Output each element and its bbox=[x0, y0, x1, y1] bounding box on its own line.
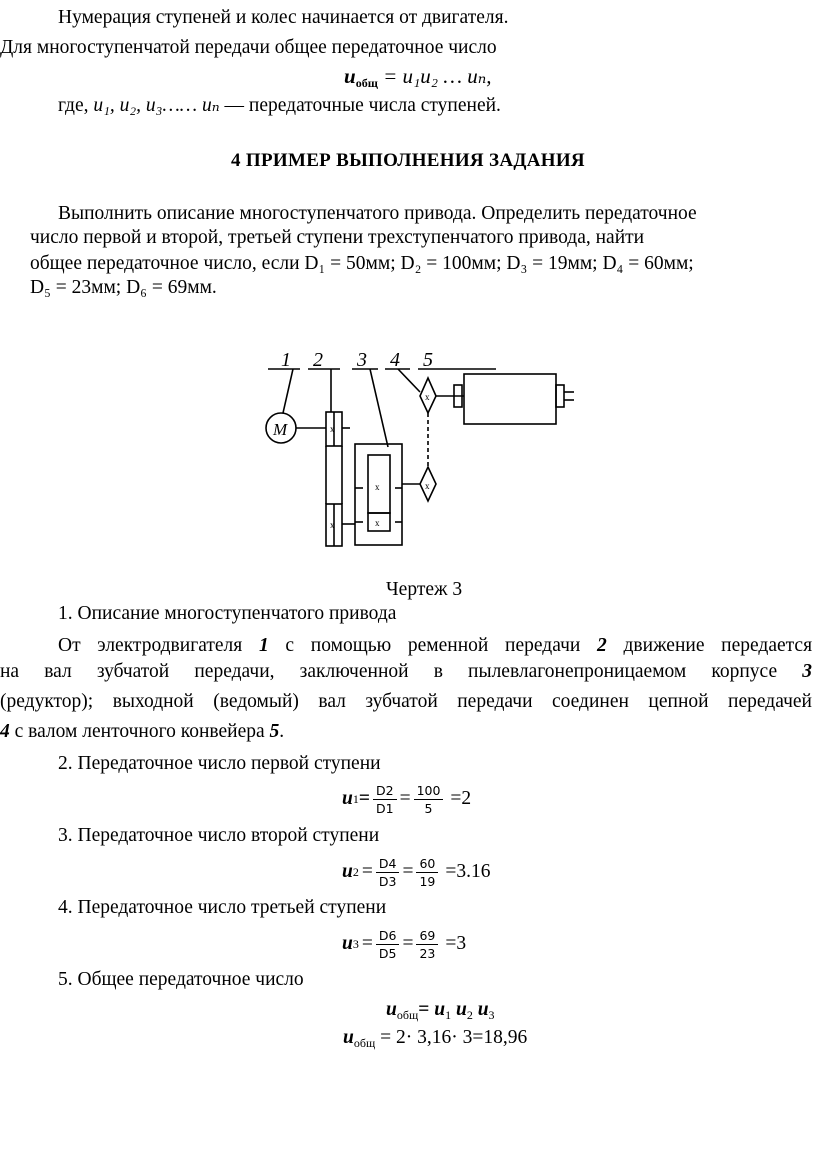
u1-frac-1 bbox=[373, 782, 397, 817]
intro-line-1: Нумерация ступеней и колес начинается от двигателя. bbox=[58, 7, 509, 28]
u2-frac-2 bbox=[416, 855, 438, 890]
u3-eq1: = bbox=[361, 933, 373, 954]
u1-num1: D2 bbox=[373, 782, 397, 800]
u2-frac-1 bbox=[376, 855, 400, 890]
total2-value: = 2· 3,16· 3=18,96 bbox=[375, 1027, 528, 1048]
para-1-line-4: 4 с валом ленточного конвейера 5. bbox=[0, 721, 285, 742]
para-1-num-2: 2 bbox=[597, 635, 607, 656]
figure-caption: Чертеж 3 bbox=[386, 579, 463, 600]
u1-den2: 5 bbox=[424, 800, 433, 816]
u3-var: u bbox=[342, 933, 353, 954]
intro-where-line bbox=[58, 94, 501, 118]
para-1-num-4: 4 bbox=[0, 721, 10, 742]
where-prefix: где, bbox=[58, 95, 89, 116]
formula-u2: u 2 = $\frac{D4}{D3}$ = $\frac{60}{19}$ =3.16 bbox=[342, 855, 491, 889]
u1-eq2: = bbox=[399, 788, 411, 809]
u2-var: u bbox=[342, 861, 353, 882]
svg-text:x: x bbox=[425, 481, 430, 491]
task-line-1: Выполнить описание многоступенчатого привода. Определить передаточное bbox=[58, 203, 697, 224]
total2-sub: общ bbox=[353, 1036, 376, 1050]
item-5-heading: 5. Общее передаточное число bbox=[58, 969, 304, 990]
u2-den2: 19 bbox=[419, 873, 436, 889]
intro-line-2: Для многоступенчатой передачи общее передаточное число bbox=[0, 37, 497, 58]
para-1-text-e: с валом ленточного конвейера bbox=[14, 721, 265, 742]
total-s1: 1 bbox=[445, 1008, 452, 1022]
formula-total-numeric bbox=[343, 1026, 527, 1050]
total-sub: общ bbox=[396, 1008, 419, 1022]
u2-eq1: = bbox=[361, 861, 373, 882]
para-1-num-3: 3 bbox=[802, 661, 812, 682]
item-1-heading: 1. Описание многоступенчатого привода bbox=[58, 603, 397, 624]
para-1-line-2 bbox=[0, 660, 812, 684]
total-s3: 3 bbox=[488, 1008, 495, 1022]
svg-text:x: x bbox=[425, 392, 430, 402]
total2-var: u bbox=[343, 1027, 354, 1048]
general-formula bbox=[344, 64, 492, 88]
u2-den1: D3 bbox=[378, 873, 397, 889]
total-u3: u bbox=[477, 999, 489, 1020]
diagram-label-5: 5 bbox=[423, 349, 433, 371]
general-formula-var: u bbox=[344, 64, 356, 88]
para-1-line-3: (редуктор); выходной (ведомый) вал зубчатой передачи соединен цепной передачей bbox=[0, 691, 812, 712]
diagram-label-4: 4 bbox=[390, 349, 400, 371]
formula-u3: u 3 = $\frac{D6}{D5}$ = $\frac{69}{23}$ =3 bbox=[342, 927, 467, 961]
u2-num1: D4 bbox=[376, 855, 400, 873]
u1-result: =2 bbox=[450, 788, 472, 809]
general-formula-sub: общ bbox=[355, 76, 378, 90]
general-formula-rhs: = u₁u₂ … uₙ, bbox=[383, 64, 492, 88]
para-1-text-d: на вал зубчатой передачи, заключенной в пылевлагонепроницаемом корпусе bbox=[0, 661, 778, 682]
para-1-text-b: с помощью ременной передачи bbox=[285, 635, 581, 656]
diagram-label-1: 1 bbox=[281, 349, 291, 371]
diagram-label-2: 2 bbox=[313, 349, 323, 371]
task-line-2: число первой и второй, третьей ступени трехступенчатого привода, найти bbox=[30, 227, 645, 248]
formula-total-symbolic bbox=[386, 998, 495, 1022]
para-1-text-c: движение передается bbox=[623, 635, 813, 656]
para-1-num-1: 1 bbox=[258, 635, 269, 656]
total-u1: u bbox=[434, 999, 446, 1020]
total-s2: 2 bbox=[466, 1008, 473, 1022]
u3-num1: D6 bbox=[376, 927, 400, 945]
u3-frac-2 bbox=[416, 927, 438, 962]
svg-text:x: x bbox=[375, 518, 380, 528]
u2-eq2: = bbox=[402, 861, 414, 882]
u2-num2: 60 bbox=[416, 855, 438, 873]
svg-text:x: x bbox=[375, 482, 380, 492]
para-1-text-a: От электродвигателя bbox=[58, 635, 243, 656]
u3-den1: D5 bbox=[378, 945, 397, 961]
u3-frac-1 bbox=[376, 927, 400, 962]
u1-frac-2 bbox=[414, 782, 444, 817]
u1-num2: 100 bbox=[414, 782, 444, 800]
u1-den1: D1 bbox=[375, 800, 394, 816]
task-line-3: общее передаточное число, если D₁ = 50мм; D₂ = 100мм; D₃ = 19мм; D₄ = 60мм; bbox=[30, 253, 694, 274]
u1-eq1: = bbox=[358, 788, 370, 809]
u3-num2: 69 bbox=[416, 927, 438, 945]
para-1-num-5: 5 bbox=[269, 721, 280, 742]
u1-var: u bbox=[342, 788, 353, 809]
item-2-heading: 2. Передаточное число первой ступени bbox=[58, 753, 381, 774]
total-u2: u bbox=[455, 999, 467, 1020]
u2-result: =3.16 bbox=[445, 861, 491, 882]
where-suffix: — передаточные числа ступеней. bbox=[224, 95, 501, 116]
item-3-heading: 3. Передаточное число второй ступени bbox=[58, 825, 380, 846]
total-var: u bbox=[386, 999, 397, 1020]
para-1-line-1 bbox=[0, 634, 812, 658]
u3-den2: 23 bbox=[419, 945, 436, 961]
svg-text:x: x bbox=[330, 424, 335, 434]
diagram-label-3: 3 bbox=[357, 349, 367, 371]
motor-label: М bbox=[273, 420, 288, 439]
u3-eq2: = bbox=[402, 933, 414, 954]
svg-text:x: x bbox=[330, 520, 335, 530]
section-title: 4 ПРИМЕР ВЫПОЛНЕНИЯ ЗАДАНИЯ bbox=[231, 150, 585, 171]
task-line-4: D₅ = 23мм; D₆ = 69мм. bbox=[30, 277, 217, 298]
u3-result: =3 bbox=[445, 933, 467, 954]
formula-u1: u 1 = $\frac{D2}{D1}$ = $\frac{100}{5}$ =2 bbox=[342, 782, 472, 816]
where-vars: u₁, u₂, u₃…… uₙ bbox=[93, 95, 220, 116]
item-4-heading: 4. Передаточное число третьей ступени bbox=[58, 897, 387, 918]
total-eq: = bbox=[418, 999, 435, 1020]
